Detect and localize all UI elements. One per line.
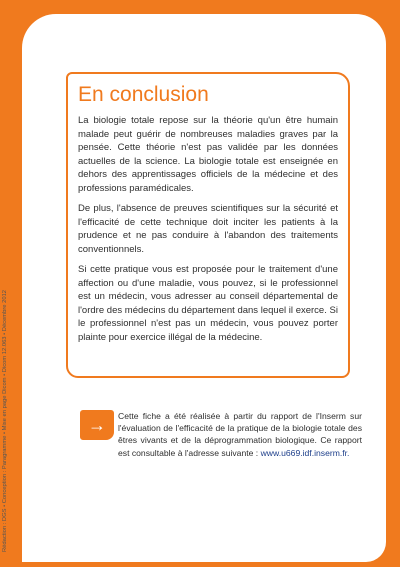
conclusion-box <box>66 72 350 378</box>
conclusion-paragraph-1: La biologie totale repose sur la théorie qu'un être humain malade peut guérir de nombreuses maladies graves par la pensée. Cette théorie n'est pas validée par les données actuelles de la science. La biologie totale est enseignée en dehors des apprentissages officiels de la médecine et des professions paramédicales. <box>78 115 338 194</box>
conclusion-paragraph-2: De plus, l'absence de preuves scientifiques sur la sécurité et l'efficacité de cette technique doit inciter les patients à la prudence et ne pas conduire à l'abandon des traitements conventionnels. <box>78 203 338 255</box>
section-title: En conclusion <box>78 83 209 106</box>
conclusion-paragraph-3: Si cette pratique vous est proposée pour le traitement d'une affection ou d'une maladie, vous pouvez, si le professionnel est un médecin, vous adresser au conseil départemental de l'ordre des médecins du département dans lequel il exerce. Si le professionnel n'est pas un médecin, vous pouvez porter plainte pour exercice illégal de la médecine. <box>78 264 338 343</box>
source-note-text <box>118 410 362 459</box>
source-note-body: Cette fiche a été réalisée à partir du rapport de l'Inserm sur l'évaluation de l'efficacité de la pratique de la biologie totale des êtres vivants et de la déprogrammation biologique. Ce rapport est consultable à l'adresse suivante : <box>118 411 362 458</box>
side-credits: Rédaction : DGS • Conception : Paragramme • Mise en page Dicom • Dicom 12.063 • Décembre 2012 <box>2 289 8 552</box>
inserm-report-link[interactable]: www.u669.idf.inserm.fr. <box>260 447 350 458</box>
source-note <box>80 408 362 488</box>
arrow-right-icon: → <box>80 410 114 440</box>
